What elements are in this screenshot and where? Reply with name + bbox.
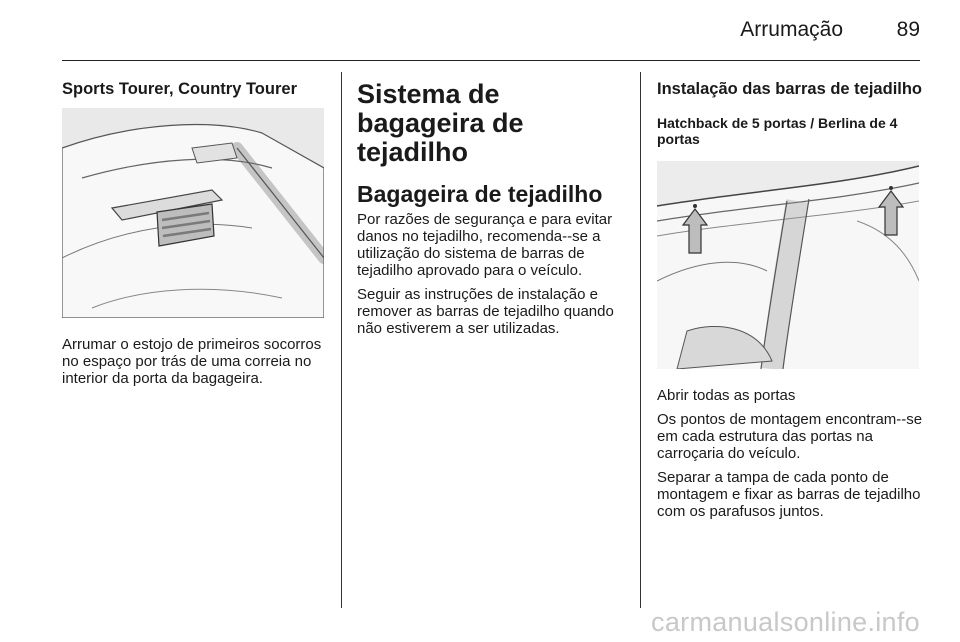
column-middle: [357, 80, 623, 344]
column-right: [657, 80, 923, 527]
watermark: carmanualsonline.info: [651, 607, 920, 637]
page-section-title: Arrumação: [740, 18, 843, 41]
installation-step-3: Separar a tampa de cada ponto de montagem e fixar as barras de tejadilho com os parafusos juntos.: [657, 469, 921, 520]
subheading-roof-rack: Bagageira de tejadilho: [357, 181, 603, 207]
installation-step-1: Abrir todas as portas: [657, 387, 796, 404]
sports-tourer-instructions: Arrumar o estojo de primeiros socorros no espaço por trás de uma correia no interior da porta da bagageira.: [62, 336, 322, 387]
column-divider-right: [640, 72, 641, 608]
column-left: [62, 80, 324, 394]
installation-step-2: Os pontos de montagem encontram--se em cada estrutura das portas na carroçaria do veículo.: [657, 411, 923, 462]
section-heading-roof-bar-installation: Instalação das barras de tejadilho: [657, 80, 923, 98]
section-heading-roof-rack-system: Sistema de bagageira de tejadilho: [357, 79, 524, 167]
roof-rack-paragraph-1: Por razões de segurança e para evitar danos no tejadilho, recomenda--se a utilização do sistema de barras de tejadilho aprovado para o veículo.: [357, 211, 613, 279]
page-number: 89: [896, 18, 920, 41]
subheading-hatchback-sedan: Hatchback de 5 portas / Berlina de 4 portas: [657, 115, 898, 147]
tailgate-illustration: [62, 108, 324, 318]
roof-rack-paragraph-2: Seguir as instruções de instalação e remover as barras de tejadilho quando não estiverem a ser utilizadas.: [357, 286, 614, 337]
column-divider-left: [341, 72, 342, 608]
section-heading-sports-tourer: Sports Tourer, Country Tourer: [62, 80, 297, 98]
roof-mounting-points-illustration: [657, 161, 919, 369]
header-divider: [62, 60, 920, 61]
